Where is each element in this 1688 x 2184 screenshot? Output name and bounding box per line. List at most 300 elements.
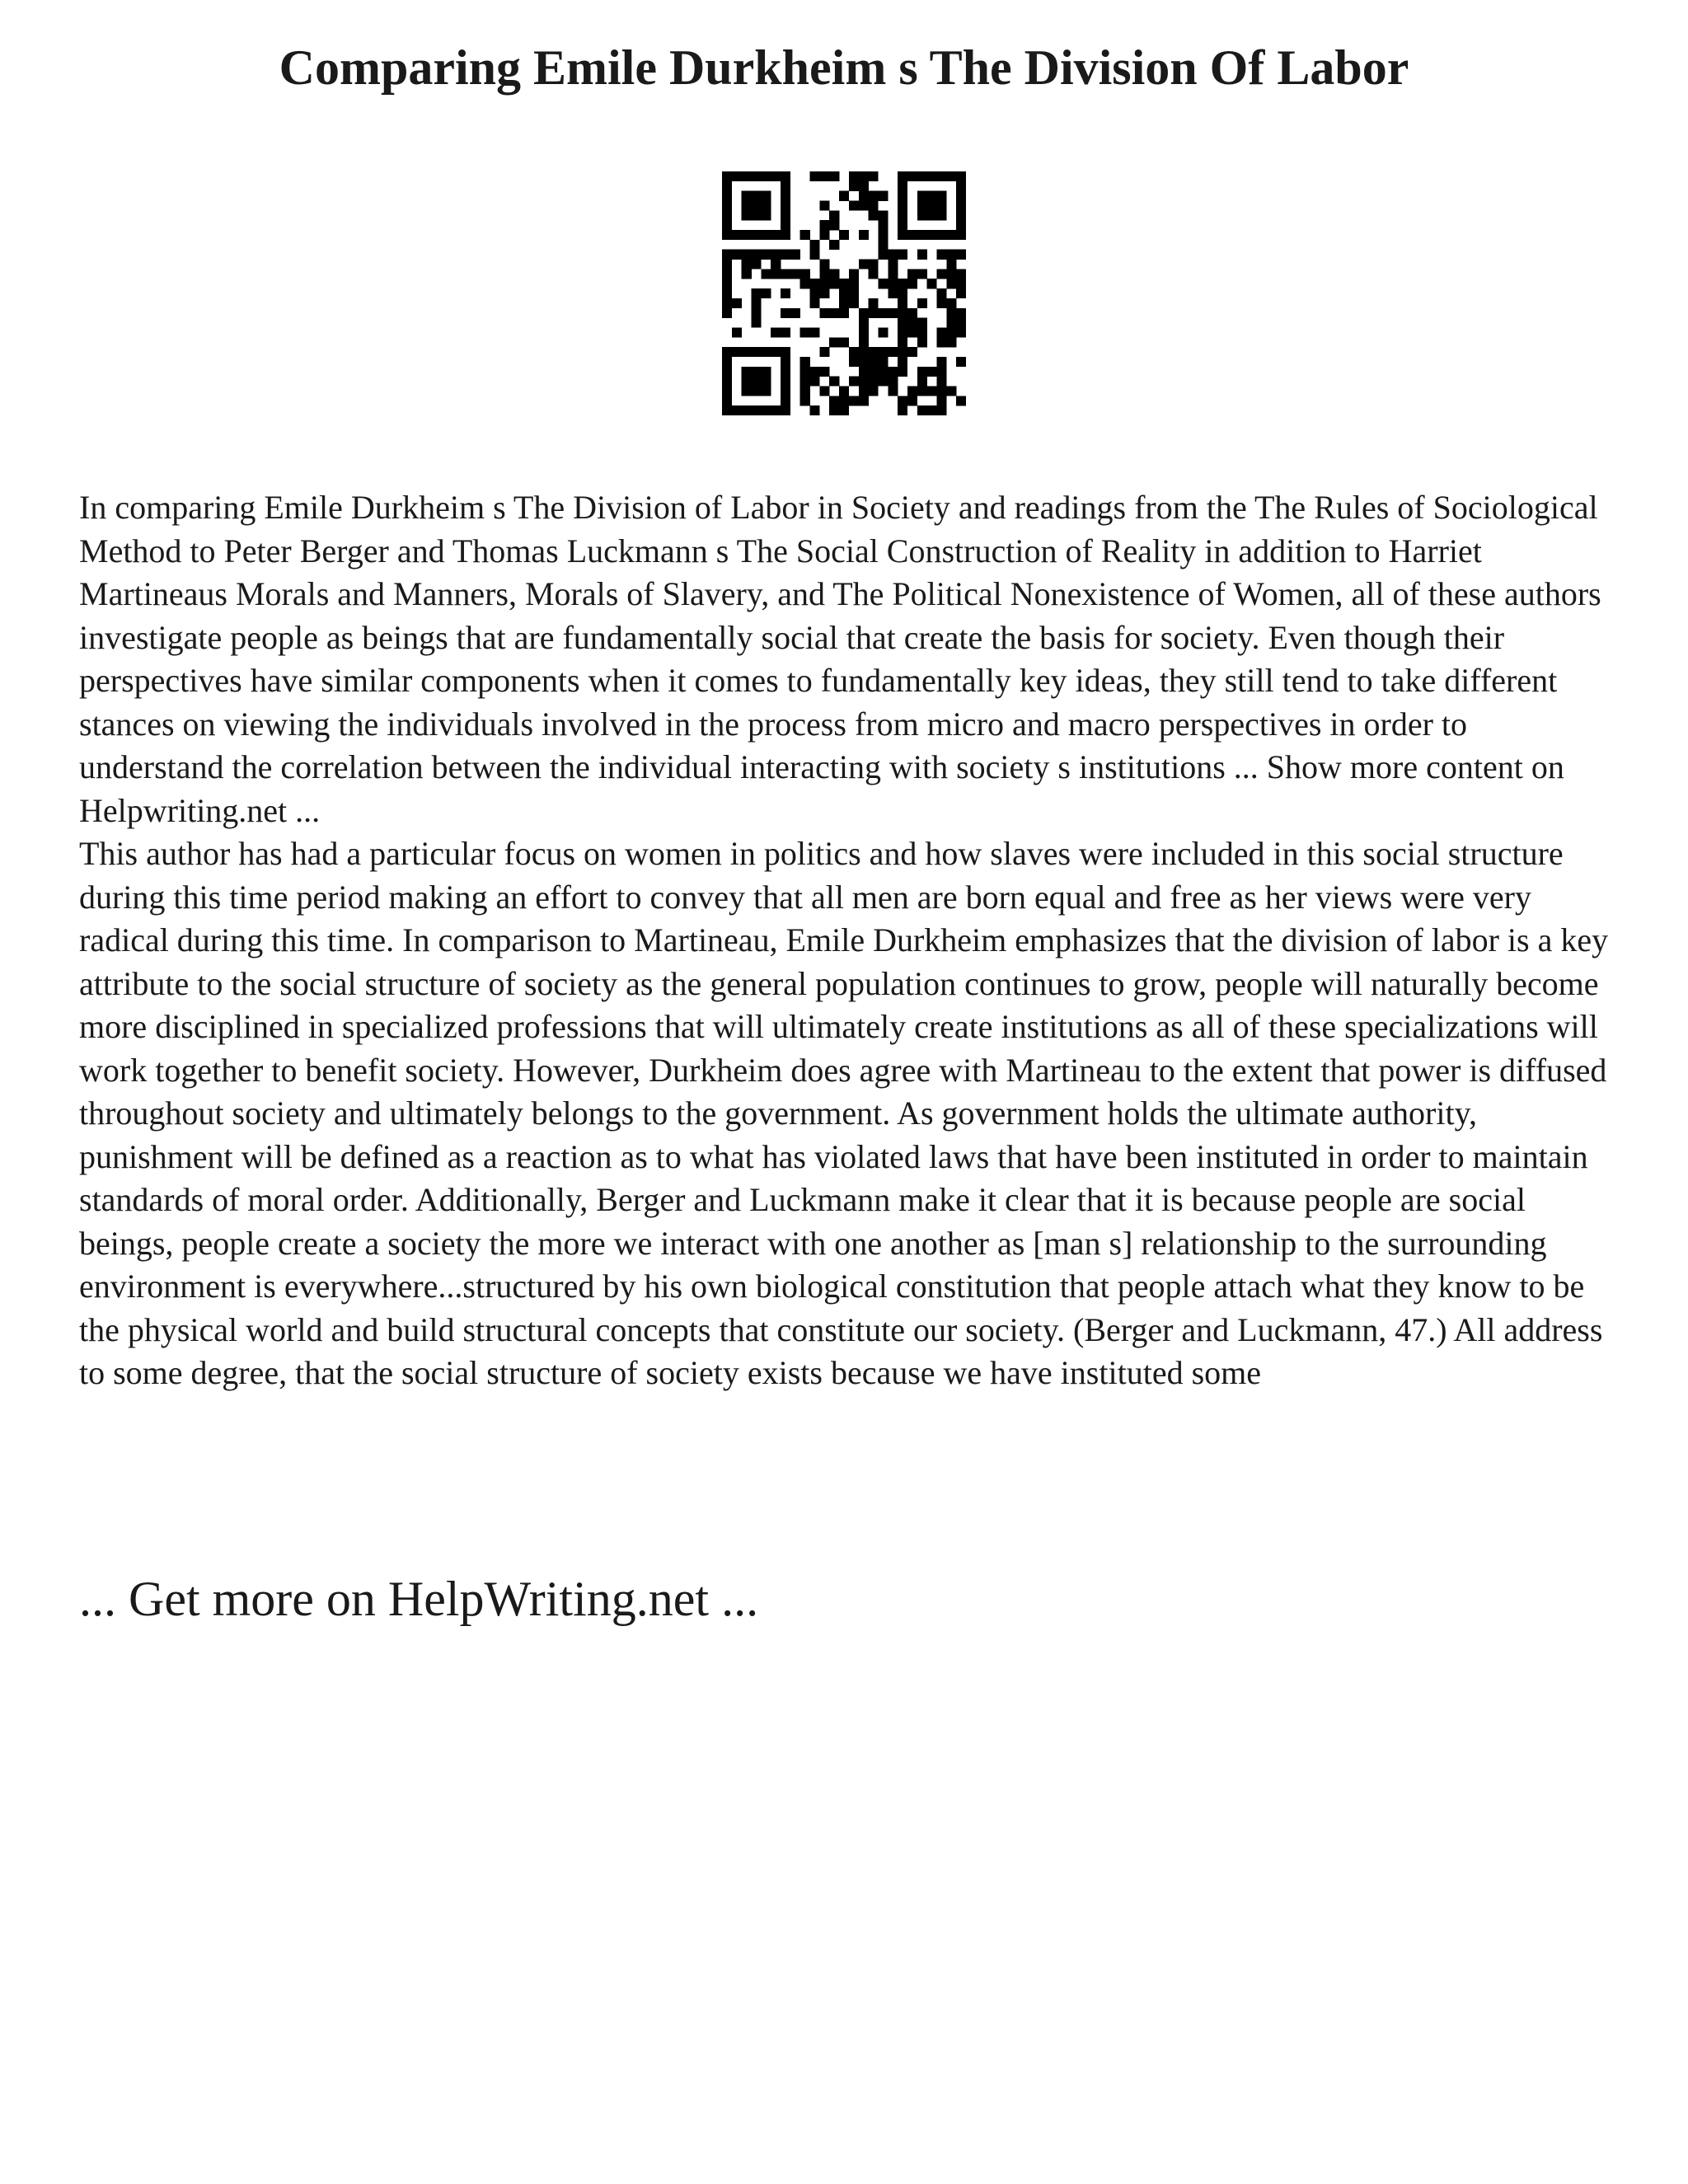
qr-module	[742, 260, 752, 269]
qr-module	[819, 386, 829, 396]
qr-module	[781, 201, 790, 211]
qr-module	[722, 357, 732, 367]
qr-module	[849, 357, 859, 367]
qr-module	[781, 367, 790, 377]
qr-module	[742, 250, 752, 260]
qr-module	[819, 260, 829, 269]
qr-module	[742, 269, 752, 279]
qr-module	[839, 230, 849, 240]
qr-module	[752, 308, 762, 318]
qr-module	[898, 230, 907, 240]
qr-module	[742, 377, 752, 387]
qr-module	[927, 201, 937, 211]
qr-module	[917, 250, 927, 260]
qr-module	[781, 210, 790, 220]
qr-module	[956, 201, 966, 211]
qr-module	[752, 230, 762, 240]
qr-module	[849, 181, 859, 191]
qr-module	[946, 298, 956, 308]
qr-module	[761, 347, 771, 357]
qr-module	[917, 386, 927, 396]
qr-module	[878, 357, 888, 367]
qr-module	[752, 210, 762, 220]
qr-module	[936, 288, 946, 298]
qr-module	[907, 230, 917, 240]
qr-module	[927, 386, 937, 396]
qr-module	[800, 396, 810, 405]
qr-module	[927, 230, 937, 240]
qr-module	[829, 405, 839, 415]
qr-module	[819, 220, 829, 230]
qr-module	[771, 327, 781, 337]
qr-module	[869, 201, 879, 211]
qr-module	[761, 405, 771, 415]
qr-module	[888, 347, 898, 357]
qr-module	[722, 250, 732, 260]
qr-module	[810, 298, 820, 308]
qr-module	[819, 308, 829, 318]
qr-module	[917, 377, 927, 387]
qr-module	[722, 201, 732, 211]
qr-module	[849, 377, 859, 387]
qr-module	[829, 279, 839, 288]
qr-module	[722, 230, 732, 240]
qr-module	[761, 367, 771, 377]
qr-module	[936, 230, 946, 240]
qr-module	[859, 396, 869, 405]
qr-module	[761, 191, 771, 201]
qr-module	[722, 210, 732, 220]
qr-module	[800, 377, 810, 387]
qr-module	[819, 347, 829, 357]
qr-module	[742, 230, 752, 240]
qr-module	[829, 269, 839, 279]
qr-module	[829, 308, 839, 318]
qr-module	[829, 220, 839, 230]
qr-module	[898, 279, 907, 288]
qr-module	[878, 308, 888, 318]
qr-module	[936, 405, 946, 415]
qr-module	[956, 396, 966, 405]
qr-module	[888, 367, 898, 377]
qr-module	[907, 279, 917, 288]
qr-module	[839, 337, 849, 347]
qr-module	[732, 171, 742, 181]
qr-module	[752, 171, 762, 181]
qr-module	[761, 288, 771, 298]
qr-module	[722, 220, 732, 230]
qr-module	[917, 210, 927, 220]
qr-module	[732, 250, 742, 260]
qr-module	[956, 220, 966, 230]
qr-module	[752, 298, 762, 308]
qr-module	[819, 367, 829, 377]
qr-module	[946, 260, 956, 269]
qr-module	[781, 308, 790, 318]
qr-module	[829, 171, 839, 181]
qr-module	[732, 405, 742, 415]
qr-module	[819, 201, 829, 211]
qr-module	[869, 298, 879, 308]
qr-module	[956, 308, 966, 318]
qr-module	[946, 171, 956, 181]
document-title: Comparing Emile Durkheim s The Division Of Labor	[279, 40, 1409, 95]
qr-module	[878, 279, 888, 288]
qr-module	[907, 269, 917, 279]
qr-module	[839, 279, 849, 288]
qr-module	[810, 171, 820, 181]
qr-module	[839, 405, 849, 415]
qr-module	[810, 250, 820, 260]
qr-module	[898, 308, 907, 318]
qr-module	[917, 298, 927, 308]
qr-module	[771, 230, 781, 240]
qr-module	[917, 201, 927, 211]
qr-module	[917, 230, 927, 240]
qr-module	[752, 386, 762, 396]
qr-module	[742, 191, 752, 201]
qr-module	[742, 367, 752, 377]
qr-module	[722, 396, 732, 405]
qr-module	[781, 377, 790, 387]
qr-module	[888, 386, 898, 396]
qr-module	[878, 347, 888, 357]
qr-module	[722, 181, 732, 191]
qr-module	[781, 327, 790, 337]
qr-module	[722, 279, 732, 288]
qr-module	[810, 405, 820, 415]
qr-module	[781, 396, 790, 405]
qr-module	[829, 377, 839, 387]
qr-module	[752, 288, 762, 298]
qr-module	[888, 269, 898, 279]
qr-module	[800, 230, 810, 240]
qr-module	[839, 308, 849, 318]
qr-module	[878, 230, 888, 240]
qr-module	[849, 201, 859, 211]
qr-module	[898, 396, 907, 405]
qr-module	[907, 308, 917, 318]
qr-module	[742, 201, 752, 211]
qr-module	[917, 318, 927, 328]
qr-module	[781, 191, 790, 201]
qr-module	[761, 377, 771, 387]
qr-module	[752, 405, 762, 415]
qr-module	[810, 288, 820, 298]
qr-module	[781, 386, 790, 396]
qr-module	[771, 250, 781, 260]
qr-module	[722, 405, 732, 415]
qr-module	[946, 269, 956, 279]
qr-module	[917, 405, 927, 415]
qr-module	[839, 288, 849, 298]
qr-module	[898, 191, 907, 201]
qr-module	[869, 367, 879, 377]
qr-module	[946, 308, 956, 318]
qr-module	[898, 367, 907, 377]
qr-module	[819, 230, 829, 240]
qr-module	[898, 250, 907, 260]
qr-module	[898, 318, 907, 328]
qr-module	[849, 288, 859, 298]
qr-module	[898, 201, 907, 211]
qr-module	[869, 357, 879, 367]
qr-module	[878, 327, 888, 337]
qr-module	[936, 210, 946, 220]
qr-module	[722, 171, 732, 181]
qr-module	[878, 250, 888, 260]
qr-module	[898, 181, 907, 191]
qr-module	[849, 269, 859, 279]
qr-module	[936, 171, 946, 181]
qr-module	[898, 210, 907, 220]
qr-module	[742, 210, 752, 220]
qr-module	[917, 327, 927, 337]
qr-module	[742, 386, 752, 396]
qr-module	[849, 396, 859, 405]
qr-module	[752, 367, 762, 377]
qr-module	[927, 191, 937, 201]
qr-module	[752, 318, 762, 328]
qr-module	[859, 260, 869, 269]
qr-module	[761, 210, 771, 220]
qr-module	[722, 377, 732, 387]
qr-module	[722, 288, 732, 298]
qr-module	[722, 269, 732, 279]
qr-module	[898, 357, 907, 367]
qr-module	[781, 220, 790, 230]
qr-module	[810, 367, 820, 377]
qr-module	[742, 171, 752, 181]
qr-module	[771, 347, 781, 357]
qr-module	[859, 337, 869, 347]
qr-module	[888, 308, 898, 318]
qr-module	[800, 327, 810, 337]
qr-module	[956, 210, 966, 220]
qr-module	[907, 396, 917, 405]
qr-module	[752, 250, 762, 260]
qr-module	[859, 386, 869, 396]
qr-module	[936, 386, 946, 396]
qr-module	[956, 327, 966, 337]
qr-module	[829, 240, 839, 250]
qr-module	[722, 347, 732, 357]
qr-module	[829, 396, 839, 405]
qr-module	[878, 191, 888, 201]
qr-module	[859, 357, 869, 367]
qr-module	[898, 405, 907, 415]
qr-module	[742, 405, 752, 415]
qr-module	[810, 279, 820, 288]
qr-module	[956, 191, 966, 201]
qr-module	[732, 347, 742, 357]
qr-module	[898, 298, 907, 308]
qr-module	[946, 230, 956, 240]
qr-module	[927, 405, 937, 415]
qr-module	[752, 347, 762, 357]
qr-module	[722, 386, 732, 396]
qr-module	[956, 288, 966, 298]
qr-module	[781, 171, 790, 181]
qr-module	[898, 347, 907, 357]
qr-module	[781, 405, 790, 415]
qr-module	[859, 171, 869, 181]
qr-module	[869, 347, 879, 357]
qr-module	[810, 377, 820, 387]
qr-module	[781, 269, 790, 279]
qr-module	[936, 357, 946, 367]
qr-module	[956, 250, 966, 260]
qr-module	[907, 386, 917, 396]
qr-module	[839, 396, 849, 405]
qr-module	[936, 250, 946, 260]
qr-module	[869, 260, 879, 269]
qr-module	[927, 210, 937, 220]
get-more-link[interactable]: ... Get more on HelpWriting.net ...	[79, 1572, 759, 1626]
qr-module	[907, 347, 917, 357]
qr-module	[800, 279, 810, 288]
qr-module	[936, 367, 946, 377]
qr-module	[898, 327, 907, 337]
qr-module	[956, 279, 966, 288]
qr-module	[742, 347, 752, 357]
qr-module	[898, 171, 907, 181]
qr-module	[810, 327, 820, 337]
qr-module	[849, 347, 859, 357]
qr-module	[859, 308, 869, 318]
qr-module	[956, 181, 966, 191]
qr-module	[722, 367, 732, 377]
qr-module	[819, 171, 829, 181]
qr-module	[936, 327, 946, 337]
qr-module	[936, 377, 946, 387]
qr-module	[936, 191, 946, 201]
qr-module	[917, 191, 927, 201]
qr-module	[752, 260, 762, 269]
qr-module	[946, 318, 956, 328]
qr-module	[829, 337, 839, 347]
qr-module	[800, 357, 810, 367]
qr-module	[859, 318, 869, 328]
qr-module	[917, 337, 927, 347]
qr-module	[722, 191, 732, 201]
qr-module	[761, 250, 771, 260]
paragraph-1: In comparing Emile Durkheim s The Division of Labor in Society and readings from the The Rules of Sociological Method to Peter Berger and Thomas Luckmann s The Social Construction of Reality in addition to Harriet Martineaus Morals and Manners, Morals of Slavery, and The Political Nonexistence of Women, all of these authors investigate people as beings that are fundamentally social that create the basis for society. Even though their perspectives have similar components when it comes to fundamentally key ideas, they still tend to take different stances on viewing the individuals involved in the process from micro and macro perspectives in order to understand the correlation between the individual interacting with society s institutions ... Show more content on Helpwriting.net ...	[79, 489, 1601, 829]
qr-module	[771, 269, 781, 279]
qr-module	[956, 171, 966, 181]
qr-module	[761, 230, 771, 240]
qr-module	[936, 298, 946, 308]
qr-module	[869, 377, 879, 387]
qr-module	[722, 298, 732, 308]
qr-module	[917, 171, 927, 181]
qr-module	[781, 250, 790, 260]
qr-module	[781, 181, 790, 191]
qr-module	[878, 240, 888, 250]
qr-module	[878, 367, 888, 377]
qr-module	[781, 230, 790, 240]
qr-module	[956, 230, 966, 240]
qr-module	[732, 230, 742, 240]
qr-module	[859, 181, 869, 191]
qr-module	[946, 250, 956, 260]
qr-module	[907, 327, 917, 337]
qr-module	[869, 269, 879, 279]
qr-module	[946, 327, 956, 337]
qr-module	[732, 298, 742, 308]
qr-module	[771, 405, 781, 415]
qr-module	[898, 337, 907, 347]
qr-module	[781, 288, 790, 298]
qr-module	[732, 327, 742, 337]
qr-module	[898, 220, 907, 230]
qr-module	[829, 210, 839, 220]
qr-module	[771, 171, 781, 181]
qr-module	[849, 298, 859, 308]
qr-module	[819, 269, 829, 279]
qr-module	[859, 230, 869, 240]
qr-module	[869, 171, 879, 181]
qr-module	[878, 220, 888, 230]
qr-module	[917, 367, 927, 377]
qr-module	[839, 386, 849, 396]
qr-module	[888, 279, 898, 288]
qr-module	[907, 171, 917, 181]
qr-module	[878, 210, 888, 220]
qr-module	[839, 191, 849, 201]
qr-module	[869, 191, 879, 201]
qr-module	[761, 201, 771, 211]
qr-module	[819, 279, 829, 288]
qr-module	[819, 288, 829, 298]
qr-code-icon[interactable]	[722, 171, 966, 415]
qr-module	[927, 367, 937, 377]
qr-module	[946, 386, 956, 396]
qr-module	[859, 191, 869, 201]
qr-module	[722, 308, 732, 318]
qr-module	[752, 201, 762, 211]
paragraph-2: This author has had a particular focus on women in politics and how slaves were included in this social structure during this time period making an effort to convey that all men are born equal and free as her views were very radical during this time. In comparison to Martineau, Emile Durkheim emphasizes that the division of labor is a key attribute to the social structure of society as the general population continues to grow, people will naturally become more disciplined in specialized professions that will ultimately create institutions as all of these specializations will work together to benefit society. However, Durkheim does agree with Martineau to the extent that power is diffused throughout society and ultimately belongs to the government. As government holds the ultimate authority, punishment will be defined as a reaction as to what has violated laws that have been instituted in order to maintain standards of moral order. Additionally, Berger and Luckmann make it clear that it is because people are social beings, people create a society the more we interact with one another as [man s] relationship to the surrounding environment is everywhere...structured by his own biological constitution that people attach what they know to be the physical world and build structural concepts that constitute our society. (Berger and Luckmann, 47.) All address to some degree, that the social structure of society exists because we have instituted some	[79, 835, 1609, 1391]
qr-module	[869, 210, 879, 220]
qr-module	[956, 269, 966, 279]
qr-module	[927, 279, 937, 288]
qr-module	[956, 318, 966, 328]
qr-module	[800, 386, 810, 396]
qr-module	[888, 288, 898, 298]
qr-module	[859, 347, 869, 357]
qr-module	[800, 367, 810, 377]
qr-module	[781, 357, 790, 367]
qr-module	[781, 347, 790, 357]
qr-module	[849, 279, 859, 288]
qr-module	[859, 201, 869, 211]
qr-module	[956, 357, 966, 367]
qr-module	[878, 377, 888, 387]
qr-module	[936, 269, 946, 279]
qr-module	[927, 171, 937, 181]
qr-module	[946, 279, 956, 288]
document-body	[79, 486, 1615, 1395]
qr-module	[888, 260, 898, 269]
qr-module	[936, 396, 946, 405]
qr-module	[888, 250, 898, 260]
qr-code-graphic	[722, 171, 966, 415]
qr-module	[859, 377, 869, 387]
qr-module	[888, 377, 898, 387]
qr-module	[790, 269, 800, 279]
qr-module	[761, 171, 771, 181]
qr-module	[936, 337, 946, 347]
